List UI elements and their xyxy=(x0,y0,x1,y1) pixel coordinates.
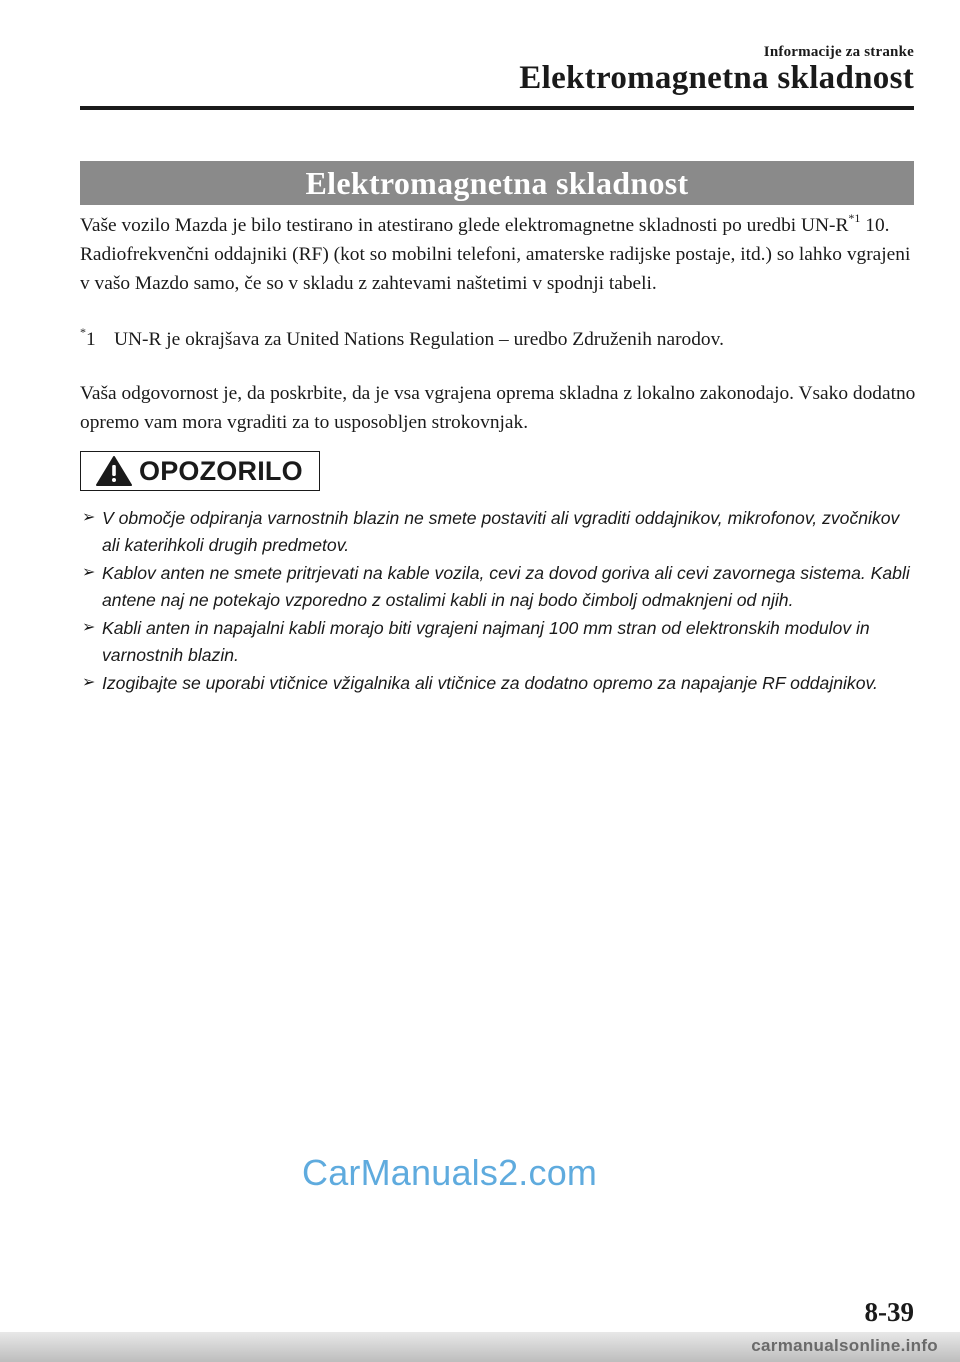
warning-item xyxy=(80,615,916,668)
warning-item xyxy=(80,560,916,613)
section-title: Elektromagnetna skladnost xyxy=(305,164,689,201)
bullet-arrow-icon: ➢ xyxy=(82,564,96,581)
page-number: 8-39 xyxy=(864,1297,914,1327)
header-chapter-title: Elektromagnetna skladnost xyxy=(519,60,914,96)
warning-header-box xyxy=(80,451,320,491)
warning-triangle-icon xyxy=(95,455,133,487)
warning-item-text: Kabli anten in napajalni kabli morajo biti vgrajeni najmanj 100 mm stran od elektronskih modulov in varnostnih blazin. xyxy=(102,618,870,665)
warning-item-text: V območje odpiranja varnostnih blazin ne smete postaviti ali vgraditi oddajnikov, mikrofonov, zvočnikov ali katerihkoli drugih predmetov. xyxy=(102,508,900,555)
bullet-arrow-icon: ➢ xyxy=(82,619,96,636)
footnote-star: * xyxy=(80,325,86,339)
footer-site-link[interactable]: carmanualsonline.info xyxy=(751,1336,938,1355)
warning-label: OPOZORILO xyxy=(139,455,303,486)
footnote-number: 1 xyxy=(86,329,96,350)
intro-text-part2: 10. Radiofrekvenčni oddajniki (RF) (kot so mobilni telefoni, amaterske radijske postaje, itd.) so lahko vgrajeni v vašo Mazdo samo, če so v skladu z zahtevami naštetimi v spodnji tabeli. xyxy=(80,215,911,294)
header-section-label: Informacije za stranke xyxy=(763,44,914,60)
footnote-text: UN-R je okrajšava za United Nations Regulation – uredbo Združenih narodov. xyxy=(114,329,724,350)
footnote-marker xyxy=(80,325,114,354)
warning-item-text: Izogibajte se uporabi vtičnice vžigalnika ali vtičnice za dodatno opremo za napajanje RF oddajnikov. xyxy=(102,673,878,693)
bullet-arrow-icon: ➢ xyxy=(82,674,96,691)
warning-item xyxy=(80,670,916,697)
warning-item xyxy=(80,505,916,558)
header-divider xyxy=(80,106,914,110)
bullet-arrow-icon: ➢ xyxy=(82,509,96,526)
warning-list xyxy=(80,505,916,699)
footer-band xyxy=(0,1332,960,1362)
intro-text-part1: Vaše vozilo Mazda je bilo testirano in atestirano glede elektromagnetne skladnosti po uredbi UN-R xyxy=(80,215,849,236)
section-title-bar xyxy=(80,161,914,205)
intro-paragraph xyxy=(80,211,916,298)
watermark-link[interactable]: CarManuals2.com xyxy=(302,1152,598,1193)
footnote-reference: *1 xyxy=(848,211,861,225)
footnote xyxy=(80,325,916,354)
warning-item-text: Kablov anten ne smete pritrjevati na kable vozila, cevi za dovod goriva ali cevi zavornega sistema. Kabli antene naj ne potekajo vzporedno z ostalimi kabli in naj bodo čimbolj odmaknjeni od njih. xyxy=(102,563,910,610)
responsibility-paragraph: Vaša odgovornost je, da poskrbite, da je vsa vgrajena oprema skladna z lokalno zakonodajo. Vsako dodatno opremo vam mora vgraditi za to usposobljen strokovnjak. xyxy=(80,383,916,433)
